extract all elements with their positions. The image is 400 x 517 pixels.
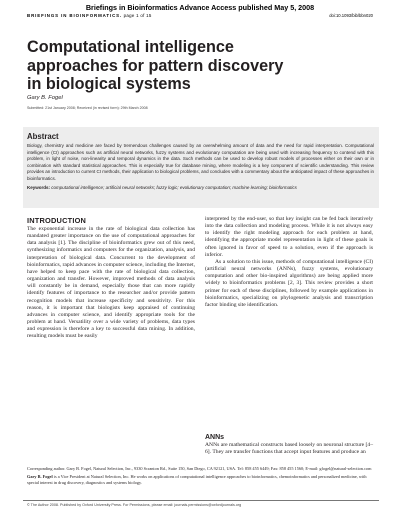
keywords xyxy=(27,185,374,192)
paragraph: interpreted by the end-user, so that key insight can be fed back iteratively into the data collection and modeling process. While it is not always easy to identify the right modeling approach for each problem at hand, identifying the appropriate model representation in light of these goals is often ignored in favor of speed to a solution, even if the approach is inferior. xyxy=(205,216,373,258)
journal-name: BRIEFINGS IN BIOINFORMATICS. xyxy=(27,12,123,18)
author-bio xyxy=(27,474,374,486)
paragraph: As a solution to this issue, methods of computational intelligence (CI) (artificial neural networks (ANNs), fuzzy systems, evolutionary computation and other bio-inspired algorithms) are being applied more widely to bioinformatics problems [2, 3]. This review provides a short primer for each of these disciplines, followed by example applications in bioinformatics, specializing on phylogenetic analysis and transcription factor binding site identification. xyxy=(205,258,373,308)
title-line: approaches for pattern discovery xyxy=(27,56,284,75)
bio-text: is a Vice President at Natural Selection, Inc. He works on applications of computational intelligence approaches to bioinformatics, chemoinformatics and personalized medicine, with special interest in drug discovery, diagnostics and systems biology. xyxy=(27,473,367,485)
anns-paragraph: ANNs are mathematical constructs based loosely on neuronal structure [4–6]. They are transfer functions that accept input features and produce an xyxy=(205,442,373,456)
keywords-list: computational intelligence; artificial neural networks; fuzzy logic; evolutionary computation; machine learning; bioinformatics xyxy=(51,185,297,190)
page-number: page 1 of 15 xyxy=(123,12,152,18)
body-column-left xyxy=(27,226,195,341)
footer-divider xyxy=(23,500,379,501)
bio-name: Gary B. Fogel xyxy=(27,473,53,479)
doi: doi:10.1093/bib/bbn020 xyxy=(329,12,373,18)
article-title xyxy=(27,38,327,94)
running-header xyxy=(27,13,152,18)
author-footnote xyxy=(27,466,374,487)
copyright-notice: © The Author 2008. Published by Oxford University Press. For Permissions, please email: journals.permissions@oxfordjournals.org xyxy=(27,503,242,507)
title-line: in biological systems xyxy=(27,75,191,93)
keywords-label: Keywords: xyxy=(27,185,51,190)
advance-access-banner: Briefings in Bioinformatics Advance Access published May 5, 2008 xyxy=(85,3,315,12)
introduction-heading: INTRODUCTION xyxy=(27,216,87,225)
anns-heading: ANNs xyxy=(205,434,225,441)
abstract-heading: Abstract xyxy=(27,132,59,141)
corresponding-author: Corresponding author. Gary B. Fogel, Natural Selection, Inc., 9330 Scranton Rd., Suite 150, San Diego, CA 92121, USA. Tel: 858 455 6449; Fax: 858 455 1560; E-mail: gfogel@natural-selection.com xyxy=(27,466,372,471)
submission-dates: Submitted: 21st January 2008; Received (in revised form): 29th March 2008 xyxy=(27,106,148,110)
body-column-right xyxy=(205,216,373,309)
abstract-text: Biology, chemistry and medicine are faced by tremendous challenges caused by an overwhelming amount of data and the need for rapid interpretation. Computational intelligence (CI) approaches such as artificial neural networks, fuzzy systems and evolutionary computation are being used with increasing frequency to contend with this problem, in light of noise, non-linearity and temporal dynamics in the data. Such methods can be used to develop robust models of processes either on their own or in combination with standard statistical approaches. This is especially true for database mining, where modeling is a key component of scientific understanding. This review provides an introduction to current CI methods, their application to biological problems, and concludes with a commentary about the anticipated impact of these approaches in bioinformatics. xyxy=(27,143,374,181)
paragraph: The exponential increase in the rate of biological data collection has mandated greater importance on the use of computational approaches for data analysis [1]. The discipline of bioinformatics grew out of this need, synthesizing informatics and computers for the organization, analysis, and interpretation of biological data. Concurrent to the development of bioinformatics, rapid advances in computer science, including the Internet, have helped to keep pace with the rate of biological data collection, organization and transfer. However, improved methods of data analysis will constantly be in demand, especially those that can more rapidly identify features of importance to the researcher and/or provide pattern recognition models that increase specificity and sensitivity. For this reason, it is important that biologists keep appraised of continuing advances in computer science, and identify appropriate tools for the problem at hand. Versatility over a wide variety of problems, data types and expression is therefore a key to successful data mining. In addition, resulting models must be easily xyxy=(27,226,195,340)
title-line: Computational intelligence xyxy=(27,38,234,56)
author-name: Gary B. Fogel xyxy=(27,95,63,101)
